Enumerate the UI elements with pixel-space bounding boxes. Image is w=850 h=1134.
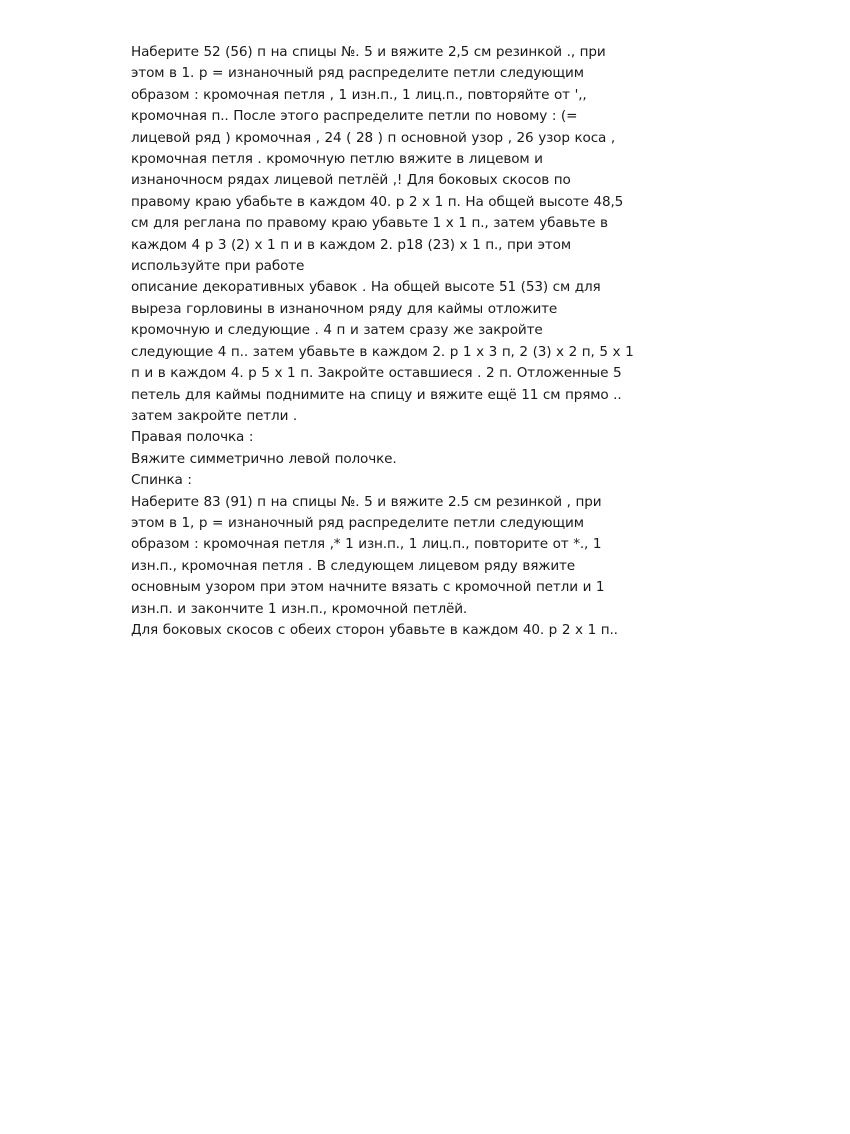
- text-line: каждом 4 р 3 (2) х 1 п и в каждом 2. р18 (23) х 1 п., при этом: [131, 236, 571, 253]
- text-line: изнаночносм рядах лицевой петлёй ,! Для боковых скосов по: [131, 172, 571, 189]
- text-line: основным узором при этом начните вязать с кромочной петли и 1: [131, 579, 605, 596]
- text-line: используйте при работе: [131, 258, 305, 275]
- text-line: образом : кромочная петля ,* 1 изн.п., 1 лиц.п., повторите от *., 1: [131, 536, 602, 553]
- text-line: следующие 4 п.. затем убавьте в каждом 2. р 1 х 3 п, 2 (3) х 2 п, 5 х 1: [131, 343, 634, 360]
- section-heading-right-front: Правая полочка :: [131, 429, 254, 446]
- text-line: этом в 1. р = изнаночный ряд распределите петли следующим: [131, 65, 584, 82]
- document-text: [131, 42, 634, 641]
- text-line: Вяжите симметрично левой полочке.: [131, 450, 397, 467]
- text-line: изн.п., кромочная петля . В следующем лицевом ряду вяжите: [131, 557, 576, 574]
- text-line: этом в 1, р = изнаночный ряд распределите петли следующим: [131, 514, 584, 531]
- text-line: правому краю убабьте в каждом 40. р 2 х 1 п. На общей высоте 48,5: [131, 193, 624, 210]
- text-line: петель для каймы поднимите на спицу и вяжите ещё 11 см прямо ..: [131, 386, 622, 403]
- text-line: кромочную и следующие . 4 п и затем сразу же закройте: [131, 322, 543, 339]
- text-line: затем закройте петли .: [131, 407, 298, 424]
- text-line: см для реглана по правому краю убавьте 1 х 1 п., затем убавьте в: [131, 215, 608, 232]
- text-line: Наберите 83 (91) п на спицы №. 5 и вяжите 2.5 см резинкой , при: [131, 493, 602, 510]
- text-line: описание декоративных убавок . На общей высоте 51 (53) см для: [131, 279, 601, 296]
- text-line: кромочная петля . кромочную петлю вяжите в лицевом и: [131, 151, 543, 168]
- text-line: лицевой ряд ) кромочная , 24 ( 28 ) п основной узор , 26 узор коса ,: [131, 129, 616, 146]
- text-line: образом : кромочная петля , 1 изн.п., 1 лиц.п., повторяйте от ',,: [131, 86, 587, 103]
- text-line: Для боковых скосов с обеих сторон убавьте в каждом 40. р 2 х 1 п..: [131, 621, 618, 638]
- text-line: изн.п. и закончите 1 изн.п., кромочной петлёй.: [131, 600, 468, 617]
- text-line: выреза горловины в изнаночном ряду для каймы отложите: [131, 300, 558, 317]
- text-line: кромочная п.. После этого распределите петли по новому : (=: [131, 108, 578, 125]
- section-heading-back: Спинка :: [131, 472, 192, 489]
- text-line: Наберите 52 (56) п на спицы №. 5 и вяжите 2,5 см резинкой ., при: [131, 44, 606, 60]
- text-line: п и в каждом 4. р 5 х 1 п. Закройте оставшиеся . 2 п. Отложенные 5: [131, 365, 622, 382]
